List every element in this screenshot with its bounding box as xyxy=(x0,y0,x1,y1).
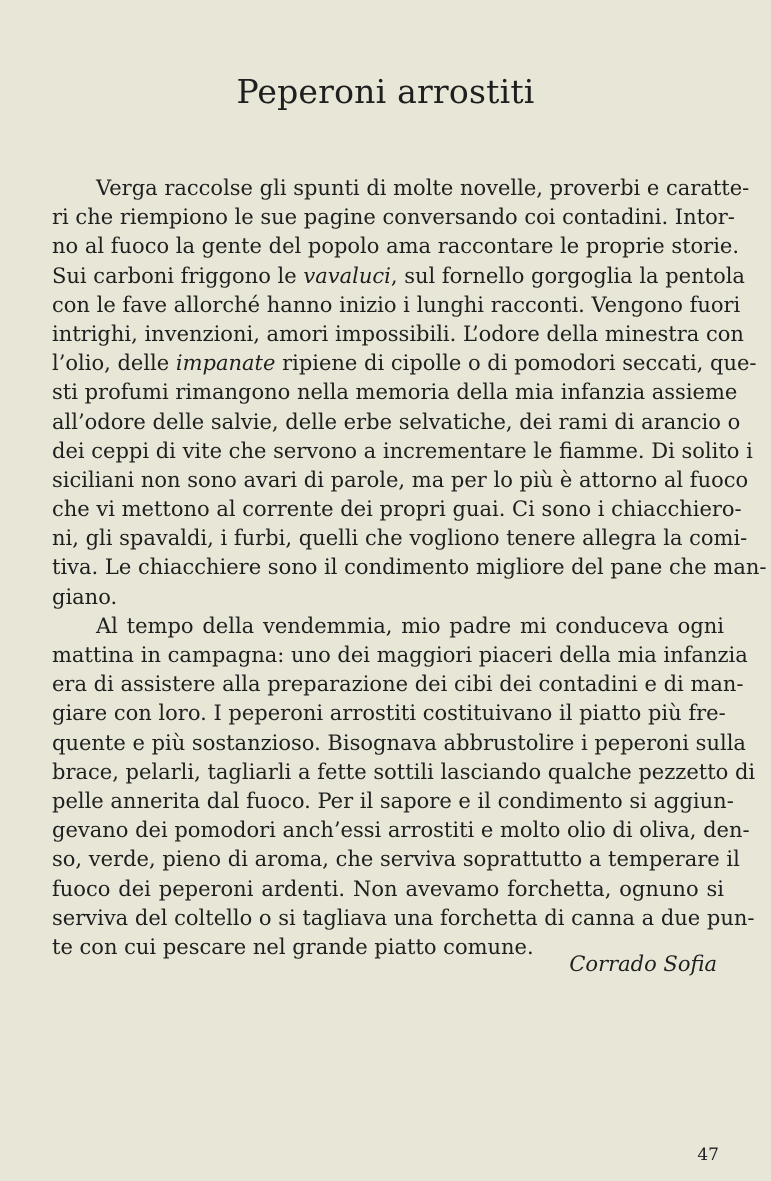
text-run: all’odore delle salvie, delle erbe selvatiche, dei rami di arancio o xyxy=(52,409,741,434)
text-run: dei ceppi di vite che servono a incrementare le fiamme. Di solito i xyxy=(52,438,753,463)
page-title: Peperoni arrostiti xyxy=(236,72,535,111)
text-line xyxy=(52,203,735,232)
text-run: te con cui pescare nel grande piatto comune. xyxy=(52,934,534,959)
text-line xyxy=(52,641,748,670)
text-run: era di assistere alla preparazione dei cibi dei contadini e di man- xyxy=(52,672,744,697)
text-run: no al fuoco la gente del popolo ama raccontare le proprie storie. xyxy=(52,234,740,259)
text-run: con le fave allorché hanno inizio i lunghi racconti. Vengono fuori xyxy=(52,292,741,317)
text-run: mattina in campagna: uno dei maggiori piaceri della mia infanzia xyxy=(52,643,748,667)
author-signature: Corrado Sofia xyxy=(569,952,717,976)
text-line xyxy=(52,378,738,407)
text-line xyxy=(52,495,742,524)
text-run: Al tempo della vendemmia, mio padre mi conduceva ogni xyxy=(96,613,724,638)
text-run: che vi mettono al corrente dei propri guai. Ci sono i chiacchiero- xyxy=(52,497,742,522)
text-line xyxy=(52,875,724,904)
text-run: , sul fornello gorgoglia la pentola xyxy=(390,263,745,288)
text-line xyxy=(52,349,757,378)
text-line xyxy=(52,408,741,437)
text-line xyxy=(52,524,748,553)
text-line xyxy=(52,758,756,787)
italic-term: impanate xyxy=(175,351,276,376)
text-line xyxy=(52,787,734,816)
text-line xyxy=(52,437,753,466)
text-run: so, verde, pieno di aroma, che serviva soprattutto a temperare il xyxy=(52,847,740,872)
text-line xyxy=(52,699,724,728)
text-run: fuoco dei peperoni ardenti. Non avevamo forchetta, ognuno si xyxy=(52,876,724,901)
body-text xyxy=(52,174,767,962)
text-line xyxy=(52,232,740,261)
text-line xyxy=(52,583,724,612)
text-line xyxy=(52,904,755,933)
text-line xyxy=(52,174,750,203)
text-line xyxy=(52,262,745,291)
text-line xyxy=(52,670,744,699)
text-run: Sui carboni friggono le xyxy=(52,263,304,288)
text-run: gevano dei pomodori anch’essi arrostiti e molto olio di oliva, den- xyxy=(52,818,750,843)
text-run: intrighi, invenzioni, amori impossibili. L’odore della minestra con xyxy=(52,321,744,346)
text-run: tiva. Le chiacchiere sono il condimento migliore del pane che man- xyxy=(52,555,767,580)
text-run: ripiene di cipolle o di pomodori seccati, que- xyxy=(275,351,757,376)
text-run: Verga raccolse gli spunti di molte novelle, proverbi e caratte- xyxy=(96,176,750,200)
paragraph-1 xyxy=(52,174,767,612)
text-line xyxy=(52,553,767,582)
paragraph-2 xyxy=(52,612,756,962)
text-run: brace, pelarli, tagliarli a fette sottili lasciando qualche pezzetto di xyxy=(52,759,756,784)
text-line xyxy=(52,612,724,641)
text-line xyxy=(52,816,750,845)
text-line xyxy=(52,845,740,874)
text-run: ri che riempiono le sue pagine conversando coi contadini. Intor- xyxy=(52,205,735,230)
text-run: pelle annerita dal fuoco. Per il sapore e il condimento si aggiun- xyxy=(52,788,734,813)
text-run: giano. xyxy=(52,584,118,609)
text-line xyxy=(52,729,746,758)
text-line xyxy=(52,291,741,320)
italic-term: vavaluci xyxy=(303,263,391,288)
text-run: giare con loro. I peperoni arrostiti costituivano il piatto più fre- xyxy=(52,701,726,726)
text-run: l’olio, delle xyxy=(52,351,176,376)
text-run: siciliani non sono avari di parole, ma per lo più è attorno al fuoco xyxy=(52,467,749,492)
text-run: quente e più sostanzioso. Bisognava abbrustolire i peperoni sulla xyxy=(52,730,746,755)
text-run: serviva del coltello o si tagliava una forchetta di canna a due pun- xyxy=(52,905,755,930)
text-run: sti profumi rimangono nella memoria della mia infanzia assieme xyxy=(52,380,738,405)
page-number: 47 xyxy=(697,1145,719,1165)
text-run: ni, gli spavaldi, i furbi, quelli che vogliono tenere allegra la comi- xyxy=(52,526,748,551)
text-line xyxy=(52,466,749,495)
text-line xyxy=(52,320,744,349)
